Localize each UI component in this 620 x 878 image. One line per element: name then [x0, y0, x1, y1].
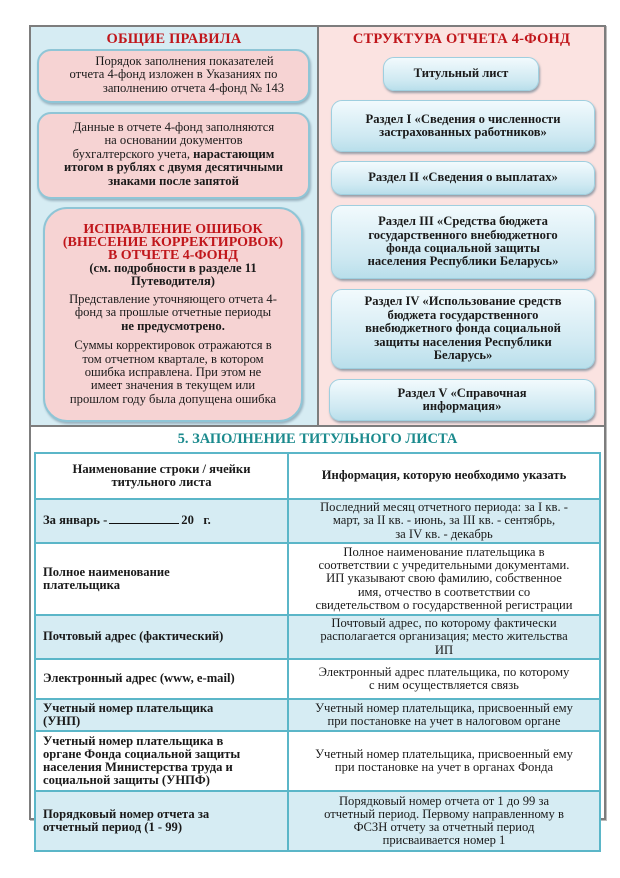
period-prefix: За январь - — [43, 513, 108, 528]
structure-item-label: Раздел III «Средства бюджета — [378, 214, 548, 229]
rules-text: отчета 4-фонд изложен в Указаниях по — [69, 67, 278, 82]
table-row — [35, 659, 600, 699]
info-text: Порядковый номер отчета от 1 до 99 за — [338, 793, 550, 808]
info-text: присваивается номер 1 — [382, 833, 506, 848]
info-text: располагается организация; место жительства — [320, 629, 568, 644]
column-header-name — [35, 453, 288, 499]
title-sheet-section-title: 5. ЗАПОЛНЕНИЕ ТИТУЛЬНОГО ЛИСТА — [177, 431, 458, 447]
info-text: при постановке на учет в налоговом органе — [327, 714, 561, 728]
table-row — [35, 615, 600, 659]
title-sheet-table — [34, 452, 601, 852]
info-text: за IV кв. - декабрь — [395, 526, 493, 541]
row-name-cell — [35, 615, 288, 659]
structure-item-label: Раздел I «Сведения о численности — [365, 111, 561, 126]
rules-text — [39, 148, 308, 161]
info-text: март, за II кв. - июнь, за III кв. - сентябрь, — [332, 513, 556, 528]
name-text: отчетный период (1 - 99) — [43, 820, 183, 834]
info-text: ФСЗН отчету за отчетный период — [353, 820, 535, 834]
table-header-row — [35, 453, 600, 499]
structure-item-label: информация» — [422, 399, 502, 413]
row-name-cell — [35, 731, 288, 791]
rules-text: знаками после запятой — [108, 173, 239, 188]
general-rules-title: ОБЩИЕ ПРАВИЛА — [106, 31, 242, 47]
row-info-cell — [288, 731, 600, 791]
row-info-cell — [288, 791, 600, 851]
name-text: плательщика — [43, 578, 121, 592]
error-text: Представление уточняющего отчета 4- — [69, 292, 277, 306]
report-structure-title: СТРУКТУРА ОТЧЕТА 4-ФОНД — [352, 31, 571, 47]
row-name-cell — [35, 543, 288, 615]
column-header-info: Информация, которую необходимо указать — [288, 453, 600, 499]
name-text: Учетный номер плательщика в — [43, 733, 224, 748]
info-text: свидетельством о государственной регистрации — [315, 597, 573, 612]
error-text-bold: не предусмотрено. — [121, 318, 225, 333]
row-info-cell — [288, 699, 600, 731]
info-text: Учетный номер плательщика, присвоенный ему — [315, 746, 573, 761]
rules-text: Данные в отчете 4-фонд заполняются — [72, 120, 275, 134]
period-blank-line — [109, 514, 179, 524]
row-name-cell — [35, 699, 288, 731]
error-text: том отчетном квартале, в котором — [82, 351, 264, 366]
rules-text: на основании документов — [104, 133, 243, 148]
rules-text: итогом в рублях с двумя десятичными — [63, 160, 284, 175]
table-row — [35, 699, 600, 731]
rules-text: Порядок заполнения показателей — [95, 54, 274, 68]
name-text: Учетный номер плательщика — [43, 700, 214, 715]
rules-text: заполнению отчета 4-фонд № 143 — [102, 80, 285, 95]
row-info-cell — [288, 615, 600, 659]
structure-item-label: государственного внебюджетного — [368, 227, 558, 242]
error-correction-title: ИСПРАВЛЕНИЕ ОШИБОК — [83, 222, 263, 237]
structure-item-label: внебюджетного фонда социальной — [365, 321, 561, 336]
error-text: фонд за прошлые отчетные периоды — [74, 305, 272, 320]
info-text: Полное наименование плательщика в — [343, 544, 545, 559]
name-text: органе Фонда социальной защиты — [43, 746, 241, 761]
info-text: с ним осуществляется связь — [369, 678, 519, 692]
row-info-cell — [288, 543, 600, 615]
table-row — [35, 543, 600, 615]
info-text: при постановке на учет в органах Фонда — [334, 760, 554, 774]
structure-item-label: Раздел V «Справочная — [397, 385, 527, 400]
document-frame — [29, 25, 606, 848]
header-text: Наименование строки / ячейки — [72, 461, 251, 476]
structure-item-label: фонда социальной защиты — [386, 241, 540, 255]
name-text: (УНП) — [43, 714, 81, 728]
info-text: отчетный период. Первому направленному в — [324, 806, 564, 821]
structure-item-section-5[interactable] — [329, 379, 595, 421]
rules-box-instructions — [37, 49, 310, 103]
row-name-cell — [35, 791, 288, 851]
structure-item-label: Титульный лист — [413, 66, 509, 81]
structure-item-label: Беларусь» — [433, 348, 493, 363]
table-row — [35, 731, 600, 791]
error-correction-subtitle: Путеводителя) — [131, 274, 215, 288]
error-correction-title: (ВНЕСЕНИЕ КОРРЕКТИРОВОК) — [62, 235, 284, 250]
row-info-cell — [288, 659, 600, 699]
error-text: Суммы корректировок отражаются в — [74, 338, 272, 353]
structure-item-label: Раздел IV «Использование средств — [364, 294, 562, 309]
error-text: имеет значения в текущем или — [90, 378, 256, 393]
name-text: населения Министерства труда и — [43, 760, 233, 774]
error-text: ошибка исправлена. При этом не — [84, 365, 262, 380]
rules-box-data — [37, 112, 310, 199]
error-text: прошлом году была допущена ошибка — [69, 391, 277, 406]
table-row — [35, 499, 600, 543]
row-name-cell — [35, 499, 288, 543]
report-structure-panel — [319, 27, 604, 427]
name-text: Электронный адрес (www, e-mail) — [43, 671, 235, 686]
structure-item-section-2[interactable] — [331, 161, 595, 195]
structure-item-label: населения Республики Беларусь» — [367, 254, 559, 269]
row-info-cell — [288, 499, 600, 543]
error-correction-title: В ОТЧЕТЕ 4-ФОНД — [107, 248, 239, 263]
structure-item-title-sheet[interactable] — [383, 57, 539, 91]
period-suffix: 20 г. — [181, 513, 211, 528]
info-text: имя, отчество в соответствии со — [357, 584, 531, 599]
name-text: социальной защиты (УНПФ) — [43, 773, 210, 788]
name-text: Полное наименование — [43, 564, 170, 579]
info-text: Учетный номер плательщика, присвоенный ему — [315, 700, 573, 715]
structure-item-label: защиты населения Республики — [374, 334, 552, 349]
info-text: Последний месяц отчетного периода: за I кв. - — [320, 500, 568, 515]
rules-text-normal: бухгалтерского учета, — [72, 146, 194, 161]
info-text: ИП указывают свою фамилию, собственное — [326, 571, 562, 586]
row-name-cell — [35, 659, 288, 699]
name-text: Почтовый адрес (фактический) — [43, 629, 224, 644]
info-text: Почтовый адрес, по которому фактически — [331, 616, 557, 631]
structure-item-section-4[interactable] — [331, 289, 595, 369]
table-row — [35, 791, 600, 851]
structure-item-label: Раздел II «Сведения о выплатах» — [368, 170, 558, 185]
header-text: титульного листа — [111, 475, 212, 489]
structure-item-label: застрахованных работников» — [379, 125, 547, 139]
info-text: ИП — [434, 642, 454, 657]
rules-text-bold: нарастающим — [193, 146, 275, 161]
error-correction-subtitle: (см. подробности в разделе 11 — [89, 261, 257, 275]
structure-item-label: бюджета государственного — [387, 307, 539, 322]
error-correction-box — [43, 207, 303, 422]
structure-item-section-1[interactable] — [331, 100, 595, 152]
structure-item-section-3[interactable] — [331, 205, 595, 279]
general-rules-panel — [31, 27, 319, 427]
name-text: Порядковый номер отчета за — [43, 806, 210, 821]
info-text: Электронный адрес плательщика, по которому — [318, 664, 570, 679]
info-text: соответствии с учредительными документами. — [318, 558, 570, 573]
